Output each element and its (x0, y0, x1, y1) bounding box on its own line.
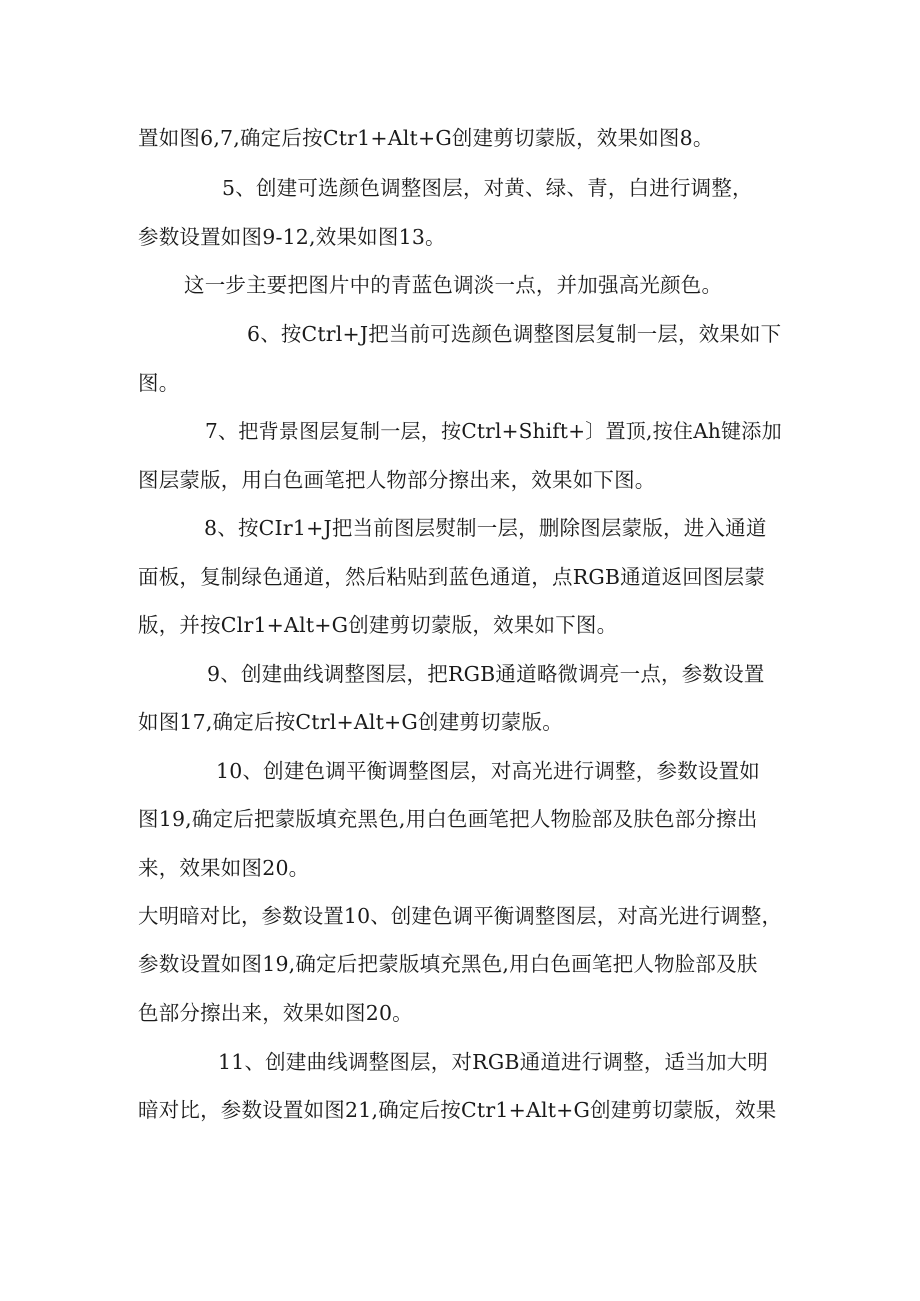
text-line: 10、创建色调平衡调整图层，对高光进行调整，参数设置如 (216, 759, 760, 783)
text-line: 5、创建可选颜色调整图层，对黄、绿、青，白进行调整， (222, 176, 753, 200)
text-line: 7、把背景图层复制一层，按Ctrl+Shift+〕置顶,按住Ah键添加 (205, 419, 782, 443)
text-line: 6、按Ctrl+J把当前可选颜色调整图层复制一层，效果如下 (247, 322, 782, 346)
text-line: 参数设置如图19,确定后把蒙版填充黑色,用白色画笔把人物脸部及肤 (138, 952, 758, 976)
text-line: 8、按CIr1+J把当前图层熨制一层，删除图层蒙版，进入通道 (204, 516, 767, 540)
text-line: 参数设置如图9-12,效果如图13。 (138, 225, 446, 249)
text-line: 大明暗对比，参数设置10、创建色调平衡调整图层，对高光进行调整， (138, 904, 783, 928)
text-line: 面板，复制绿色通道，然后粘贴到蓝色通道，点RGB通道返回图层蒙 (138, 565, 766, 589)
text-line: 如图17,确定后按Ctrl+Alt+G创建剪切蒙版。 (138, 710, 563, 734)
text-line: 图19,确定后把蒙版填充黑色,用白色画笔把人物脸部及肤色部分擦出 (138, 807, 758, 831)
text-line: 色部分擦出来，效果如图20。 (138, 1001, 413, 1025)
text-line: 11、创建曲线调整图层，对RGB通道进行调整，适当加大明 (218, 1050, 769, 1074)
text-line: 这一步主要把图片中的青蓝色调淡一点，并加强高光颜色。 (184, 273, 723, 297)
text-line: 9、创建曲线调整图层，把RGB通道略微调亮一点，参数设置 (207, 662, 765, 686)
text-line: 暗对比，参数设置如图21,确定后按Ctr1+Alt+G创建剪切蒙版，效果 (138, 1098, 777, 1122)
text-line: 置如图6,7,确定后按Ctr1+Alt+G创建剪切蒙版，效果如图8。 (138, 126, 714, 150)
text-line: 来，效果如图20。 (138, 856, 310, 880)
text-line: 版，并按Clr1+Alt+G创建剪切蒙版，效果如下图。 (138, 613, 618, 637)
text-line: 图。 (138, 371, 180, 395)
text-line: 图层蒙版，用白色画笔把人物部分擦出来，效果如下图。 (138, 468, 656, 492)
